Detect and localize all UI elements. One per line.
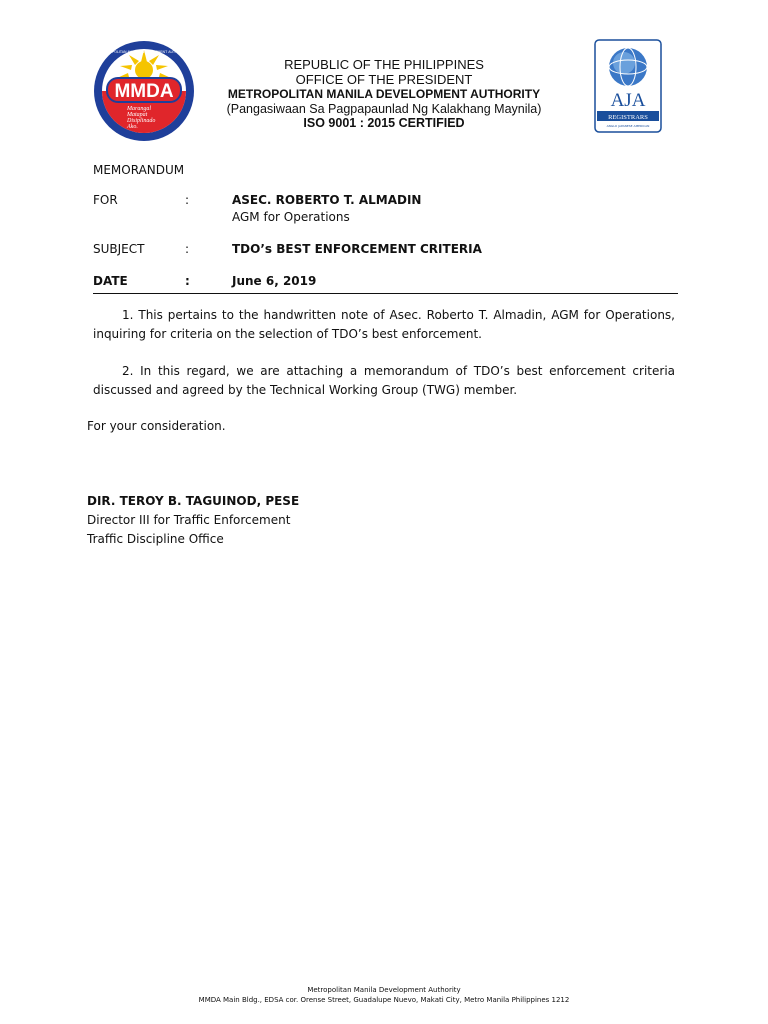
footer	[120, 985, 648, 1005]
svg-text:Matapat: Matapat	[127, 112, 148, 118]
svg-text:Disiplinado: Disiplinado	[127, 118, 156, 124]
memo-title: MEMORANDUM	[93, 163, 185, 177]
header-republic: REPUBLIC OF THE PHILIPPINES	[284, 57, 484, 72]
svg-text:Ako.: Ako.	[127, 124, 138, 130]
signatory-name: DIR. TEROY B. TAGUINOD, PESE	[87, 494, 300, 508]
header-tagalog: (Pangasiwaan Sa Pagpapaunlad Ng Kalakhang Maynila)	[226, 101, 542, 116]
header-office: OFFICE OF THE PRESIDENT	[295, 71, 473, 87]
closing-line: For your consideration.	[87, 419, 226, 433]
date-colon: :	[185, 274, 190, 288]
mmda-ring-text: METROPOLITAN MANILA DEVELOPMENT AUTHORITY	[100, 50, 188, 54]
aja-logo	[594, 39, 662, 133]
signatory-title: Director III for Traffic Enforcement	[87, 513, 291, 527]
footer-address: MMDA Main Bldg., EDSA cor. Orense Street, Guadalupe Nuevo, Makati City, Metro Manila Philippines 1212	[198, 996, 570, 1004]
subject-label: SUBJECT	[93, 242, 145, 256]
date-label: DATE	[93, 274, 128, 288]
subject-value: TDO’s BEST ENFORCEMENT CRITERIA	[232, 242, 482, 256]
date-value: June 6, 2019	[232, 274, 317, 288]
svg-text:Marangal: Marangal	[127, 106, 151, 112]
subject-colon: :	[185, 242, 190, 256]
mmda-logo	[93, 40, 195, 142]
aja-tiny: ANGLO JAPANESE AMERICAN	[606, 124, 650, 128]
for-position: AGM for Operations	[232, 210, 350, 224]
header-agency: METROPOLITAN MANILA DEVELOPMENT AUTHORITY	[227, 87, 541, 101]
paragraph-1: 1. This pertains to the handwritten note of Asec. Roberto T. Almadin, AGM for Operations, inquiring for criteria on the selection of TDO’s best enforcement.	[93, 308, 675, 341]
aja-registrars: REGISTRARS	[608, 114, 648, 121]
header-divider	[93, 293, 678, 294]
paragraph-2: 2. In this regard, we are attaching a memorandum of TDO’s best enforcement criteria discussed and agreed by the Technical Working Group (TWG) member.	[93, 364, 675, 397]
for-colon: :	[185, 193, 190, 207]
header-iso: ISO 9001 : 2015 CERTIFIED	[303, 116, 465, 130]
for-label: FOR	[93, 193, 118, 207]
aja-logo-text: AJA	[610, 90, 646, 111]
mmda-logo-text: MMDA	[114, 81, 174, 102]
footer-agency: Metropolitan Manila Development Authority	[307, 986, 461, 994]
signatory-office: Traffic Discipline Office	[87, 532, 224, 546]
for-name: ASEC. ROBERTO T. ALMADIN	[232, 193, 422, 207]
letterhead	[200, 58, 568, 131]
